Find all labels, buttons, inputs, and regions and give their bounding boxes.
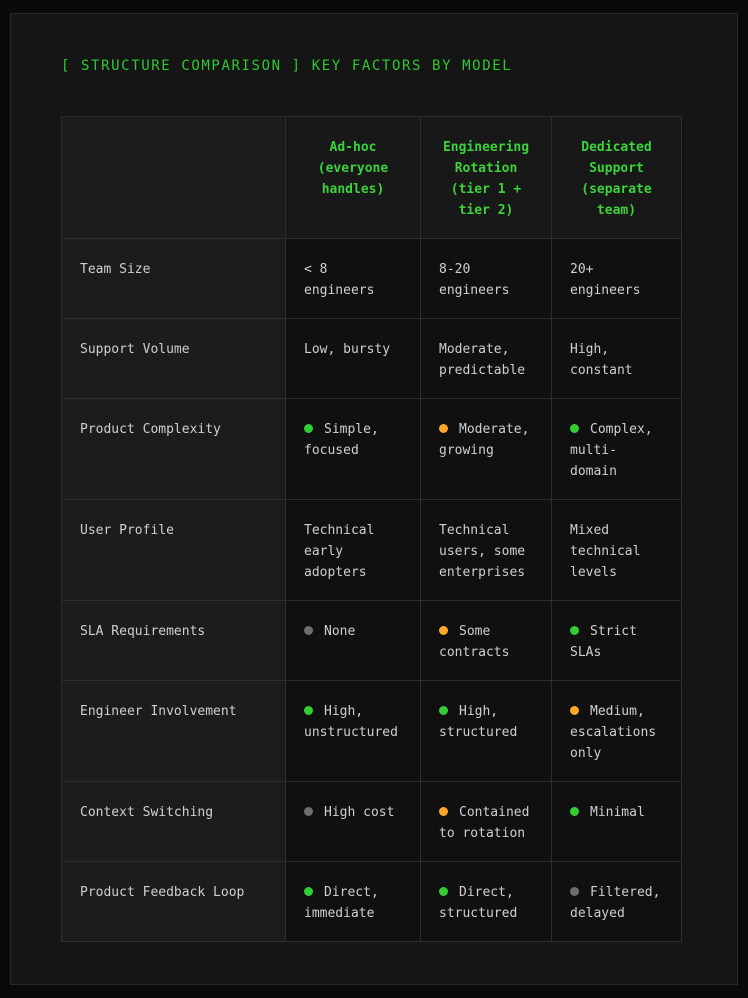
table-cell	[421, 782, 552, 862]
row-label: Product Feedback Loop	[62, 862, 286, 942]
table-row	[62, 319, 682, 399]
comparison-table	[61, 116, 682, 942]
cell-text: Complex, multi-domain	[570, 422, 653, 479]
cell-text: Some contracts	[439, 624, 510, 660]
table-row	[62, 782, 682, 862]
row-label: User Profile	[62, 500, 286, 601]
table-cell	[552, 500, 682, 601]
cell-text: Contained to rotation	[439, 805, 530, 841]
cell-text: Direct, immediate	[304, 885, 379, 921]
table-row	[62, 239, 682, 319]
status-dot-orange	[439, 626, 448, 635]
column-header: Ad-hoc (everyone handles)	[286, 117, 421, 239]
status-dot-green	[304, 706, 313, 715]
row-label: Product Complexity	[62, 399, 286, 500]
table-row	[62, 681, 682, 782]
cell-text: High, unstructured	[304, 704, 398, 740]
cell-text: Strict SLAs	[570, 624, 637, 660]
table-cell	[286, 319, 421, 399]
status-dot-green	[439, 706, 448, 715]
table-cell	[552, 681, 682, 782]
status-dot-green	[570, 424, 579, 433]
table-cell	[552, 601, 682, 681]
header-row	[62, 117, 682, 239]
cell-text: 8-20 engineers	[439, 262, 510, 298]
table-cell	[286, 601, 421, 681]
table-cell	[286, 782, 421, 862]
table-cell	[552, 319, 682, 399]
table-cell	[552, 782, 682, 862]
status-dot-green	[439, 887, 448, 896]
table-cell	[421, 319, 552, 399]
table-cell	[286, 862, 421, 942]
cell-text: High, constant	[570, 342, 633, 378]
status-dot-orange	[439, 424, 448, 433]
cell-text: Technical users, some enterprises	[439, 523, 526, 580]
status-dot-orange	[570, 706, 579, 715]
table-cell	[421, 601, 552, 681]
table-row	[62, 500, 682, 601]
table-row	[62, 601, 682, 681]
content-panel	[10, 13, 738, 985]
row-label: SLA Requirements	[62, 601, 286, 681]
cell-text: High, structured	[439, 704, 518, 740]
status-dot-orange	[439, 807, 448, 816]
table-cell	[286, 239, 421, 319]
row-label: Support Volume	[62, 319, 286, 399]
table-cell	[286, 399, 421, 500]
status-dot-green	[304, 887, 313, 896]
cell-text: Mixed technical levels	[570, 523, 641, 580]
column-header: Dedicated Support (separate team)	[552, 117, 682, 239]
table-cell	[286, 681, 421, 782]
cell-text: < 8 engineers	[304, 262, 375, 298]
cell-text: Moderate, growing	[439, 422, 530, 458]
cell-text: Technical early adopters	[304, 523, 375, 580]
status-dot-green	[570, 626, 579, 635]
table-cell	[552, 239, 682, 319]
table-cell	[421, 681, 552, 782]
cell-text: High cost	[324, 805, 395, 820]
row-label: Team Size	[62, 239, 286, 319]
table-row	[62, 862, 682, 942]
status-dot-gray	[304, 626, 313, 635]
status-dot-green	[570, 807, 579, 816]
status-dot-gray	[304, 807, 313, 816]
cell-text: Low, bursty	[304, 342, 391, 357]
cell-text: 20+ engineers	[570, 262, 641, 298]
cell-text: Simple, focused	[304, 422, 379, 458]
table-cell	[421, 399, 552, 500]
cell-text: Minimal	[590, 805, 645, 820]
column-header: Engineering Rotation (tier 1 + tier 2)	[421, 117, 552, 239]
cell-text: Medium, escalations only	[570, 704, 657, 761]
table-cell	[552, 399, 682, 500]
table-cell	[421, 862, 552, 942]
table-cell	[421, 500, 552, 601]
cell-text: Filtered, delayed	[570, 885, 661, 921]
table-cell	[421, 239, 552, 319]
cell-text: Direct, structured	[439, 885, 518, 921]
corner-cell	[62, 117, 286, 239]
status-dot-gray	[570, 887, 579, 896]
row-label: Context Switching	[62, 782, 286, 862]
status-dot-green	[304, 424, 313, 433]
page-title: [ STRUCTURE COMPARISON ] KEY FACTORS BY MODEL	[61, 58, 513, 74]
table-cell	[286, 500, 421, 601]
cell-text: None	[324, 624, 356, 639]
cell-text: Moderate, predictable	[439, 342, 526, 378]
table-row	[62, 399, 682, 500]
table-cell	[552, 862, 682, 942]
row-label: Engineer Involvement	[62, 681, 286, 782]
